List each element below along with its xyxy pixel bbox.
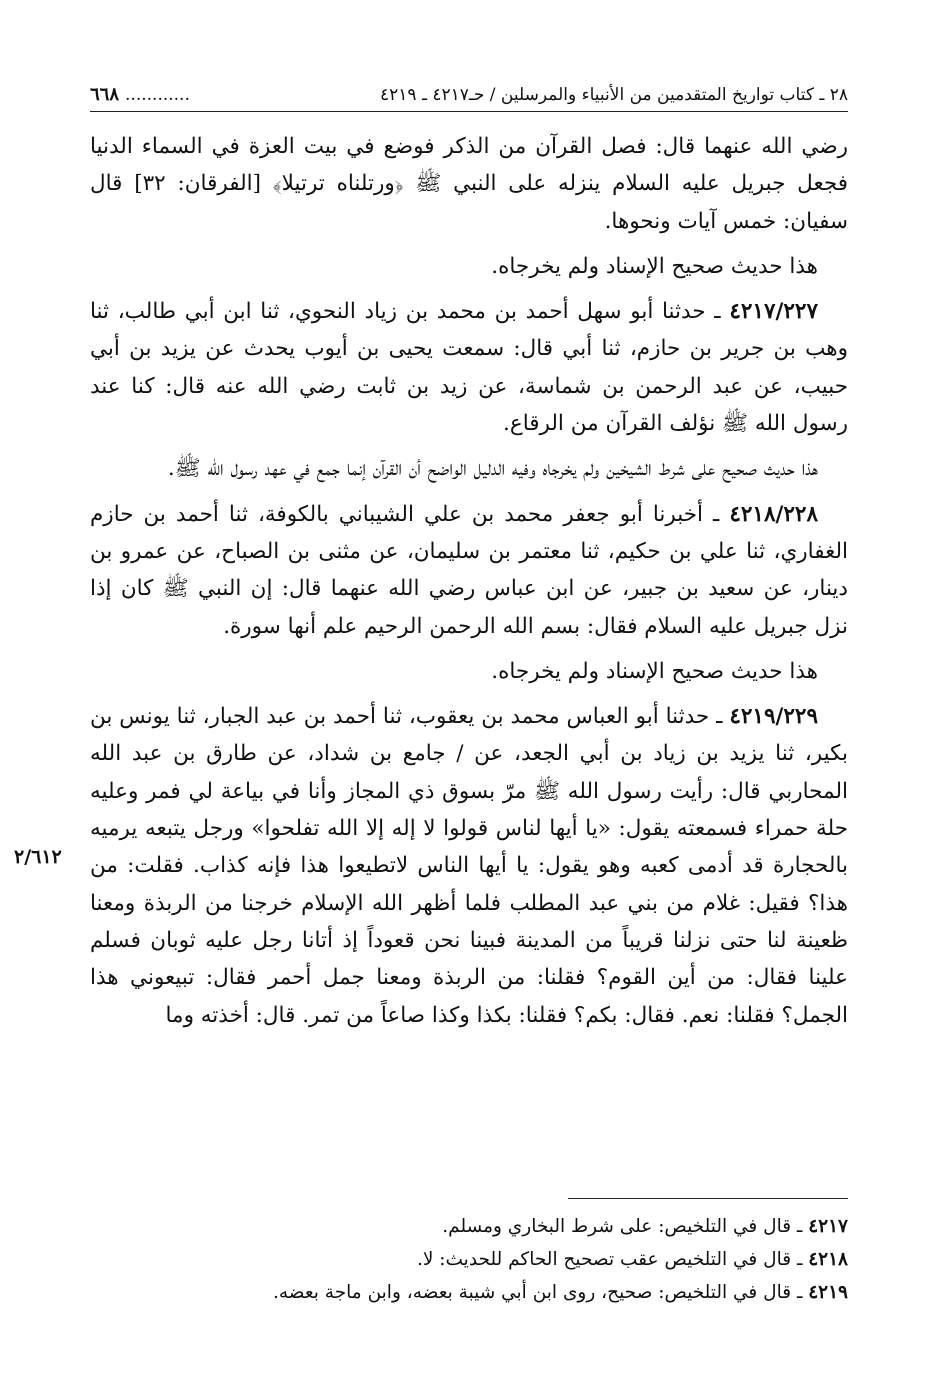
footnote <box>90 1243 848 1276</box>
paragraph-text: ـ حدثنا أبو سهل أحمد بن محمد بن زياد النحوي، ثنا ابن أبي طالب، ثنا وهب بن جرير بن حازم، ثنا أبي قال: سمعت يحيى بن أيوب يحدث عن يزيد بن أبي حبيب، عن عبد الرحمن بن شماسة، عن زيد بن ثابت رضي الله عنه قال: كنا عند رسول الله ﷺ نؤلف القرآن من الرقاع. <box>90 299 848 437</box>
header-dots: ............ <box>125 85 190 105</box>
paragraph <box>90 248 848 285</box>
paragraph-text: هذا حديث صحيح على شرط الشيخين ولم يخرجاه وفيه الدليل الواضح أن القرآن إنما جمع في عهد رسول الله ﷺ. <box>167 456 818 482</box>
paragraph <box>90 698 848 1034</box>
paragraph <box>90 496 848 645</box>
running-title: ٢٨ ـ كتاب تواريخ المتقدمين من الأنبياء والمرسلين / حـ٤٢١٧ ـ ٤٢١٩ <box>380 85 848 105</box>
footnote-text: ـ قال في التلخيص عقب تصحيح الحاكم للحديث: لا. <box>416 1249 809 1270</box>
paragraph-text: ـ حدثنا أبو العباس محمد بن يعقوب، ثنا أحمد بن عبد الجبار، ثنا يونس بن بكير، ثنا يزيد بن زياد بن أبي الجعد، عن / جامع بن شداد، عن طارق بن عبد الله المحاربي قال: رأيت رسول الله ﷺ مرّ بسوق ذي المجاز وأنا في بياعة لي فمر وعليه حلة حمراء فسمعته يقول: «يا أيها لناس قولوا لا إله إلا الله تفلحوا» ورجل يتبعه يرميه بالحجارة قد أدمى كعبه وهو يقول: يا أيها الناس لاتطيعوا هذا فإنه كذاب. فقلت: من هذا؟ فقيل: غلام من بني عبد المطلب فلما أظهر الله الإسلام خرجنا من الربذة ومعنا ظعينة لنا حتى نزلنا قريباً من المدينة فبينا نحن قعوداً إذ أتانا رجل عليه ثوبان فسلم علينا فقال: من أين القوم؟ فقلنا: من الربذة ومعنا جمل أحمر فقال: تبيعوني هذا الجمل؟ فقلنا: نعم. فقال: بكم؟ فقلنا: بكذا وكذا صاعاً من تمر. قال: أخذته وما <box>90 704 848 1028</box>
paragraph-text: ـ أخبرنا أبو جعفر محمد بن علي الشيباني بالكوفة، ثنا أحمد بن حازم الغفاري، ثنا علي بن حكيم، ثنا معتمر بن سليمان، عن مثنى بن الصباح، عن عمرو بن دينار، عن سعيد بن جبير، عن ابن عباس رضي الله عنهما قال: إن النبي ﷺ كان إذا نزل جبريل عليه السلام فقال: بسم الله الرحمن الرحيم علم أنها سورة. <box>90 501 848 639</box>
footnotes <box>90 1210 848 1309</box>
paragraph-text: رضي الله عنهما قال: فصل القرآن من الذكر فوضع في بيت العزة في السماء الدنيا فجعل جبريل عليه السلام ينزله على النبي ﷺ ﴿ورتلناه ترتيلا﴾ [الفرقان: ٣٢] قال سفيان: خمس آيات ونحوها. <box>90 134 848 234</box>
footnote-divider <box>568 1198 848 1199</box>
page-number: ٦٦٨ <box>90 84 120 105</box>
paragraph-text: هذا حديث صحيح الإسناد ولم يخرجاه. <box>491 658 818 684</box>
paragraph-text: هذا حديث صحيح الإسناد ولم يخرجاه. <box>491 253 818 279</box>
running-header <box>90 84 848 112</box>
paragraph <box>90 128 848 240</box>
footnote <box>90 1276 848 1309</box>
paragraph <box>90 450 848 487</box>
footnote-text: ـ قال في التلخيص: صحيح، روى ابن أبي شيبة بعضه، وابن ماجة بعضه. <box>273 1282 809 1303</box>
footnote-text: ـ قال في التلخيص: على شرط البخاري ومسلم. <box>442 1216 809 1237</box>
footnote-number: ٤٢١٩ <box>808 1282 848 1303</box>
hadith-number: ٤٢١٩/٢٢٩ <box>729 704 818 730</box>
hadith-number: ٤٢١٨/٢٢٨ <box>729 501 818 527</box>
paragraph <box>90 653 848 690</box>
margin-page-reference: ٢/٦١٢ <box>14 846 62 868</box>
page-body <box>90 84 848 1042</box>
footnote-number: ٤٢١٨ <box>808 1249 848 1270</box>
footnote-number: ٤٢١٧ <box>808 1216 848 1237</box>
footnote <box>90 1210 848 1243</box>
paragraph <box>90 293 848 442</box>
hadith-number: ٤٢١٧/٢٢٧ <box>729 299 818 325</box>
